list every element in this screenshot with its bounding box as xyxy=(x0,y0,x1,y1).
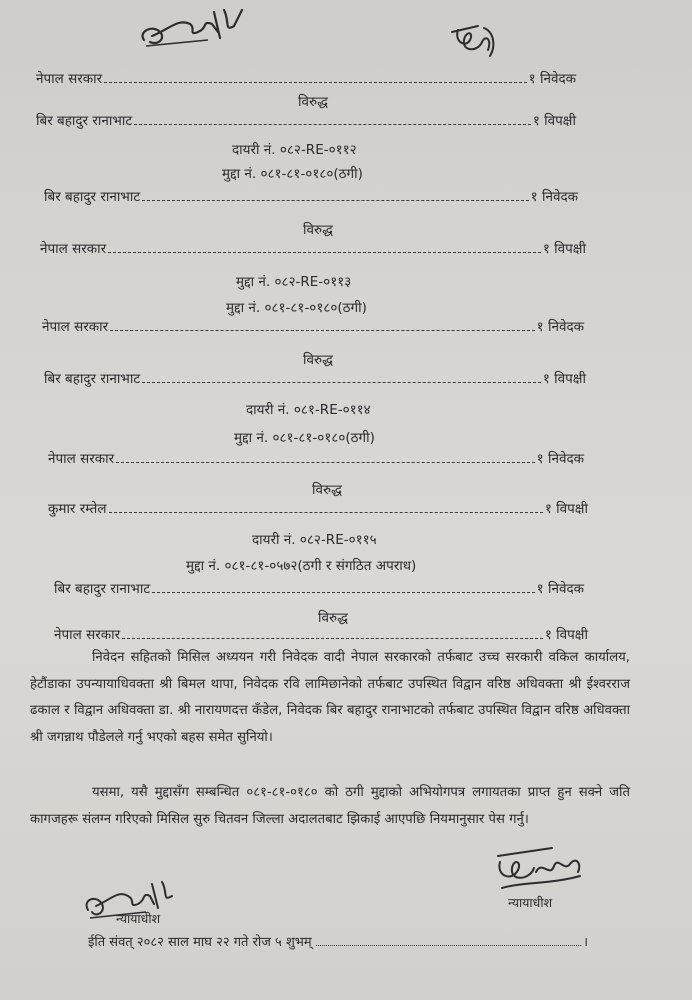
top-right-signature xyxy=(448,22,500,68)
case2-first-party: बिर बहादुर रानाभाट xyxy=(44,189,141,205)
case3-case-no: मुद्दा नं. ०८१-८१-०१८०(ठगी) xyxy=(234,430,375,446)
footer-date-line xyxy=(88,932,588,950)
case4-first-party: नेपाल सरकार xyxy=(48,451,115,467)
case1-case-no: मुद्दा नं. ०८१-८१-०१८०(ठगी) xyxy=(222,166,363,182)
case5-second-party-row xyxy=(54,626,588,644)
case2-versus: विरुद्ध xyxy=(303,222,333,238)
order-paragraph-2: यसमा, यसै मुद्दासँग सम्बन्धित ०८१-८१-०१८० को ठगी मुद्दाको अभियोगपत्र लगायतका प्राप्त हुन सक्ने जति कागजहरू संलग्न गरिएको मिसिल सुरु चितवन जिल्ला अदालतबाट झिकाई आएपछि नियमानुसार पेस गर्नु। xyxy=(30,785,630,827)
dash-leader xyxy=(142,382,541,383)
case4-versus: विरुद्ध xyxy=(312,482,342,498)
case3-versus: विरुद्ध xyxy=(303,352,333,368)
case4-second-role: १ विपक्षी xyxy=(544,501,588,517)
case5-second-party: नेपाल सरकार xyxy=(54,627,121,643)
case3-second-party-row xyxy=(44,370,586,388)
case5-versus: विरुद्ध xyxy=(318,610,348,626)
case5-first-party-row xyxy=(54,580,584,598)
left-judge-label: न्यायाधीश xyxy=(116,911,161,926)
case5-first-role: १ निवेदक xyxy=(536,581,584,597)
case1-second-party: बिर बहादुर रानाभाट xyxy=(36,113,133,129)
case4-case-no: मुद्दा नं. ०८१-८१-०५७२(ठगी र संगठित अपराध) xyxy=(186,558,417,574)
right-judge-label: न्यायाधीश xyxy=(508,895,553,910)
case1-versus: विरुद्ध xyxy=(298,94,328,110)
case4-register-no: दायरी नं. ०८२-RE-०११५ xyxy=(252,532,377,548)
case4-first-party-row xyxy=(48,450,584,468)
dash-leader xyxy=(134,124,531,125)
dash-leader xyxy=(110,330,535,331)
right-judge-signature xyxy=(492,842,588,896)
dotted-leader xyxy=(316,945,581,946)
case4-second-party: कुमार रम्तेल xyxy=(48,501,107,517)
dash-leader xyxy=(109,512,543,513)
dash-leader xyxy=(108,252,541,253)
case1-first-party-row xyxy=(36,70,576,88)
dash-leader xyxy=(122,638,543,639)
case3-first-role: १ निवेदक xyxy=(536,319,584,335)
footer-text: ईति संवत् २०८२ साल माघ २२ गते रोज ५ शुभम् xyxy=(88,935,312,950)
footer-end-mark: । xyxy=(583,935,588,950)
case3-first-party: नेपाल सरकार xyxy=(42,319,109,335)
dash-leader xyxy=(104,82,527,83)
case2-register-no: मुद्दा नं. ०८२-RE-०११३ xyxy=(236,274,352,290)
dash-leader xyxy=(116,462,535,463)
case5-second-role: १ विपक्षी xyxy=(544,627,588,643)
case1-second-party-row xyxy=(36,112,576,130)
case2-case-no: मुद्दा नं. ०८१-८१-०१८०(ठगी) xyxy=(226,300,367,316)
case4-first-role: १ निवेदक xyxy=(536,451,584,467)
case1-register-no: दायरी नं. ०८२-RE-०११२ xyxy=(232,142,357,158)
case5-first-party: बिर बहादुर रानाभाट xyxy=(54,581,151,597)
case1-second-role: १ विपक्षी xyxy=(532,113,576,129)
case4-second-party-row xyxy=(48,500,588,518)
dash-leader xyxy=(142,200,528,201)
case3-register-no: दायरी नं. ०८१-RE-०११४ xyxy=(246,402,371,418)
order-paragraph-1: निवेदन सहितको मिसिल अध्ययन गरी निवेदक वादी नेपाल सरकारको तर्फबाट उच्च सरकारी वकिल कार्यालय, हेटौंडाका उपन्यायाधिवक्ता श्री बिमल थापा, निवेदक रवि लामिछानेको तर्फबाट उपस्थित विद्वान वरिष्ठ अधिवक्ता श्री ईश्वरराज ढकाल र विद्वान अधिवक्ता डा. श्री नारायणदत्त कँडेल, निवेदक बिर बहादुर रानाभाटको तर्फबाट उपस्थित विद्वान वरिष्ठ अधिवक्ता श्री जगन्नाथ पौडेलले गर्नु भएको बहस समेत सुनियो। xyxy=(30,650,630,745)
case3-second-role: १ विपक्षी xyxy=(542,371,586,387)
top-left-signature xyxy=(138,2,248,54)
case2-second-party-row xyxy=(40,240,586,258)
case1-first-role: १ निवेदक xyxy=(528,71,576,87)
case1-first-party: नेपाल सरकार xyxy=(36,71,103,87)
case3-second-party: बिर बहादुर रानाभाट xyxy=(44,371,141,387)
case2-second-role: १ विपक्षी xyxy=(542,241,586,257)
dash-leader xyxy=(152,592,534,593)
case3-first-party-row xyxy=(42,318,584,336)
case2-first-party-row xyxy=(44,188,578,206)
case2-first-role: १ निवेदक xyxy=(530,189,578,205)
case2-second-party: नेपाल सरकार xyxy=(40,241,107,257)
